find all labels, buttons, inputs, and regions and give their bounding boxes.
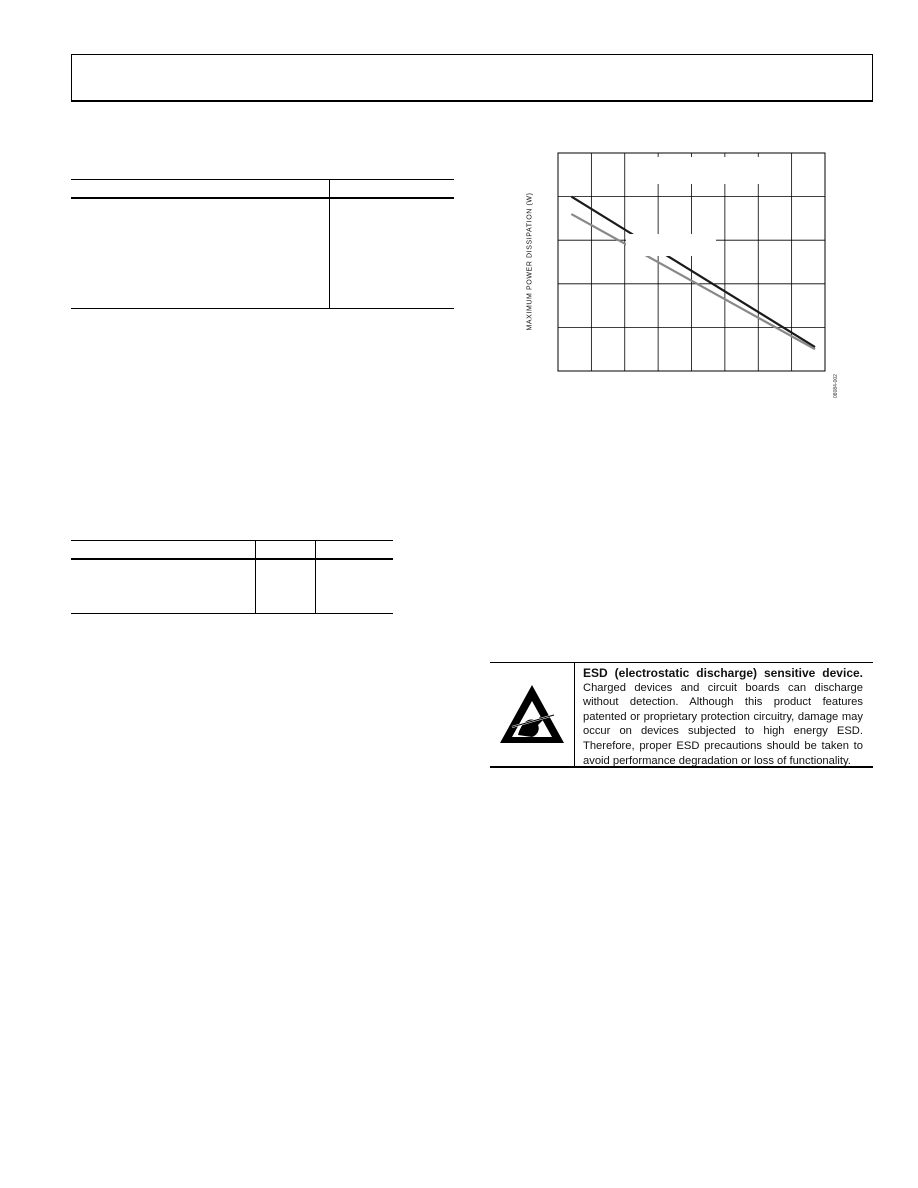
chart-series <box>571 197 815 350</box>
esd-text <box>583 666 863 768</box>
table-1-top-rule <box>71 179 454 180</box>
table-1-header-rule <box>71 197 454 199</box>
table-2-header-rule <box>71 558 393 560</box>
power-dissipation-chart <box>518 150 848 400</box>
table-2-bottom-rule <box>71 613 393 614</box>
chart-grid <box>558 153 825 371</box>
table-2-top-rule <box>71 540 393 541</box>
legend-mask-mid <box>626 234 716 256</box>
figure-id: 08084-002 <box>833 374 839 398</box>
chart-y-axis-label: MAXIMUM POWER DISSIPATION (W) <box>526 192 534 331</box>
chart-svg <box>518 150 848 400</box>
esd-title: ESD (electrostatic discharge) sensitive device. <box>583 666 863 680</box>
table-1-bottom-rule <box>71 308 454 309</box>
esd-body: Charged devices and circuit boards can discharge without detection. Although this product features patented or proprietary protection circuitry, damage may occur on devices subjected to high energy ESD. Therefore, proper ESD precautions should be taken to avoid performance degradation or loss of functionality. <box>583 681 863 767</box>
esd-divider <box>574 663 575 767</box>
table-2-column-divider-2 <box>315 540 316 613</box>
esd-warning-icon <box>498 681 566 749</box>
table-2-column-divider-1 <box>255 540 256 613</box>
esd-notice <box>490 662 873 768</box>
series-line-1 <box>571 197 815 347</box>
table-1-column-divider <box>329 179 330 308</box>
legend-mask-top <box>637 157 777 184</box>
page-header-box <box>71 54 873 102</box>
